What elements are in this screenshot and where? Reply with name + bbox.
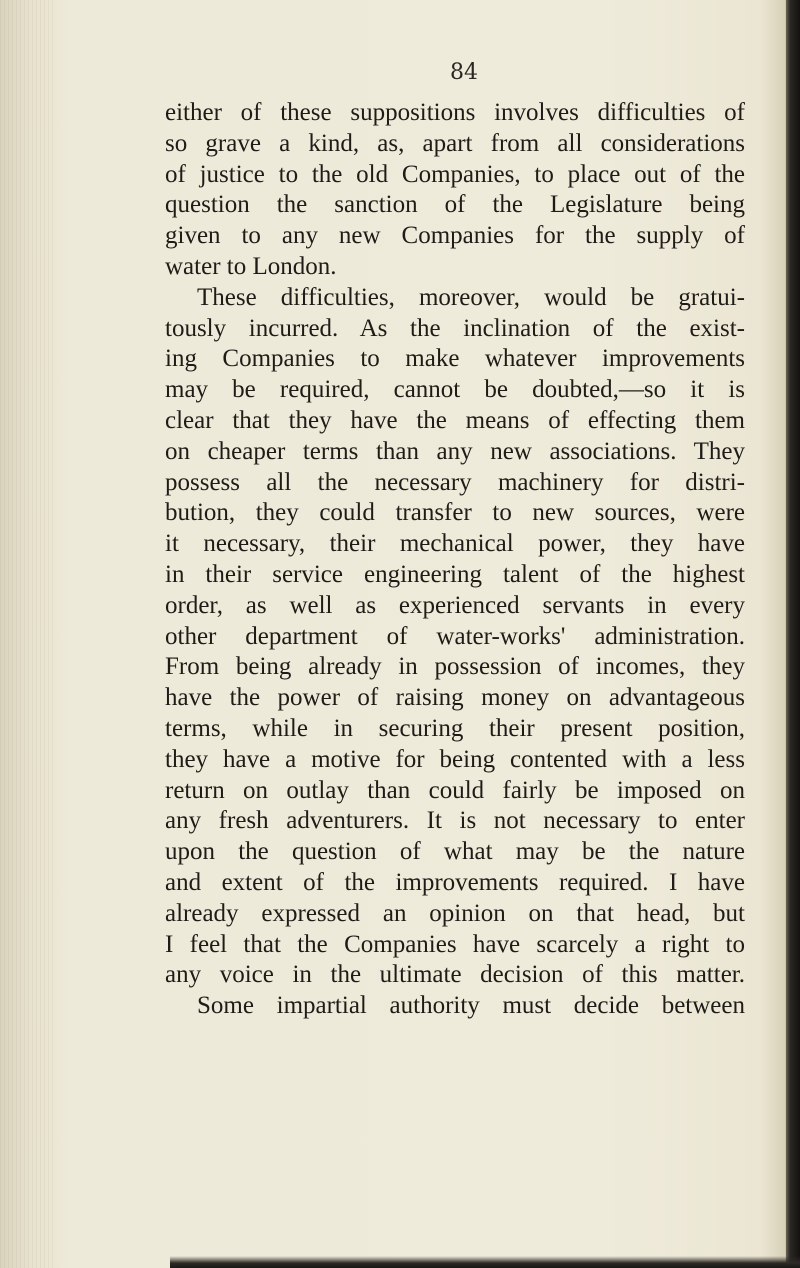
- text-line: so grave a kind, as, apart from all considerations: [165, 129, 745, 157]
- text-line: upon the question of what may be the nature: [165, 838, 745, 866]
- text-line: it necessary, their mechanical power, they have: [165, 530, 745, 558]
- page-edge-bottom: [170, 1256, 800, 1268]
- text-line: in their service engineering talent of the highest: [165, 560, 745, 588]
- text-line: given to any new Companies for the supply of: [165, 222, 745, 250]
- page-gutter-left: [0, 0, 55, 1268]
- body-text: [165, 98, 745, 1022]
- text-line: already expressed an opinion on that head, but: [165, 899, 745, 927]
- text-line: From being already in possession of incomes, they: [165, 653, 745, 681]
- page-edge-right: [786, 0, 800, 1268]
- text-line: water to London.: [165, 252, 337, 280]
- text-line: they have a motive for being contented with a less: [165, 745, 745, 773]
- text-line: have the power of raising money on advantageous: [165, 684, 745, 712]
- text-line: I feel that the Companies have scarcely a right to: [165, 930, 745, 958]
- text-line: clear that they have the means of effecting them: [165, 406, 745, 434]
- text-line: may be required, cannot be doubted,—so it is: [165, 376, 745, 404]
- text-line: on cheaper terms than any new associations. They: [165, 437, 745, 465]
- text-line: tously incurred. As the inclination of the exist-: [165, 314, 745, 342]
- text-line: other department of water-works' administration.: [165, 622, 745, 650]
- text-line: Some impartial authority must decide between: [197, 992, 745, 1020]
- text-line: bution, they could transfer to new sources, were: [165, 499, 745, 527]
- text-line: terms, while in securing their present position,: [165, 714, 745, 742]
- text-line: and extent of the improvements required. I have: [165, 868, 745, 896]
- text-line: These difficulties, moreover, would be gratui-: [197, 283, 745, 311]
- text-line: any fresh adventurers. It is not necessary to enter: [165, 807, 745, 835]
- text-line: question the sanction of the Legislature being: [165, 191, 745, 219]
- page-number: 84: [450, 60, 478, 85]
- text-line: return on outlay than could fairly be imposed on: [165, 776, 745, 804]
- text-line: order, as well as experienced servants in every: [165, 591, 745, 619]
- text-line: either of these suppositions involves difficulties of: [165, 99, 745, 126]
- text-line: of justice to the old Companies, to place out of the: [165, 160, 745, 188]
- text-line: possess all the necessary machinery for distri-: [165, 468, 745, 496]
- text-line: any voice in the ultimate decision of this matter.: [165, 961, 745, 989]
- text-line: ing Companies to make whatever improvements: [165, 345, 745, 373]
